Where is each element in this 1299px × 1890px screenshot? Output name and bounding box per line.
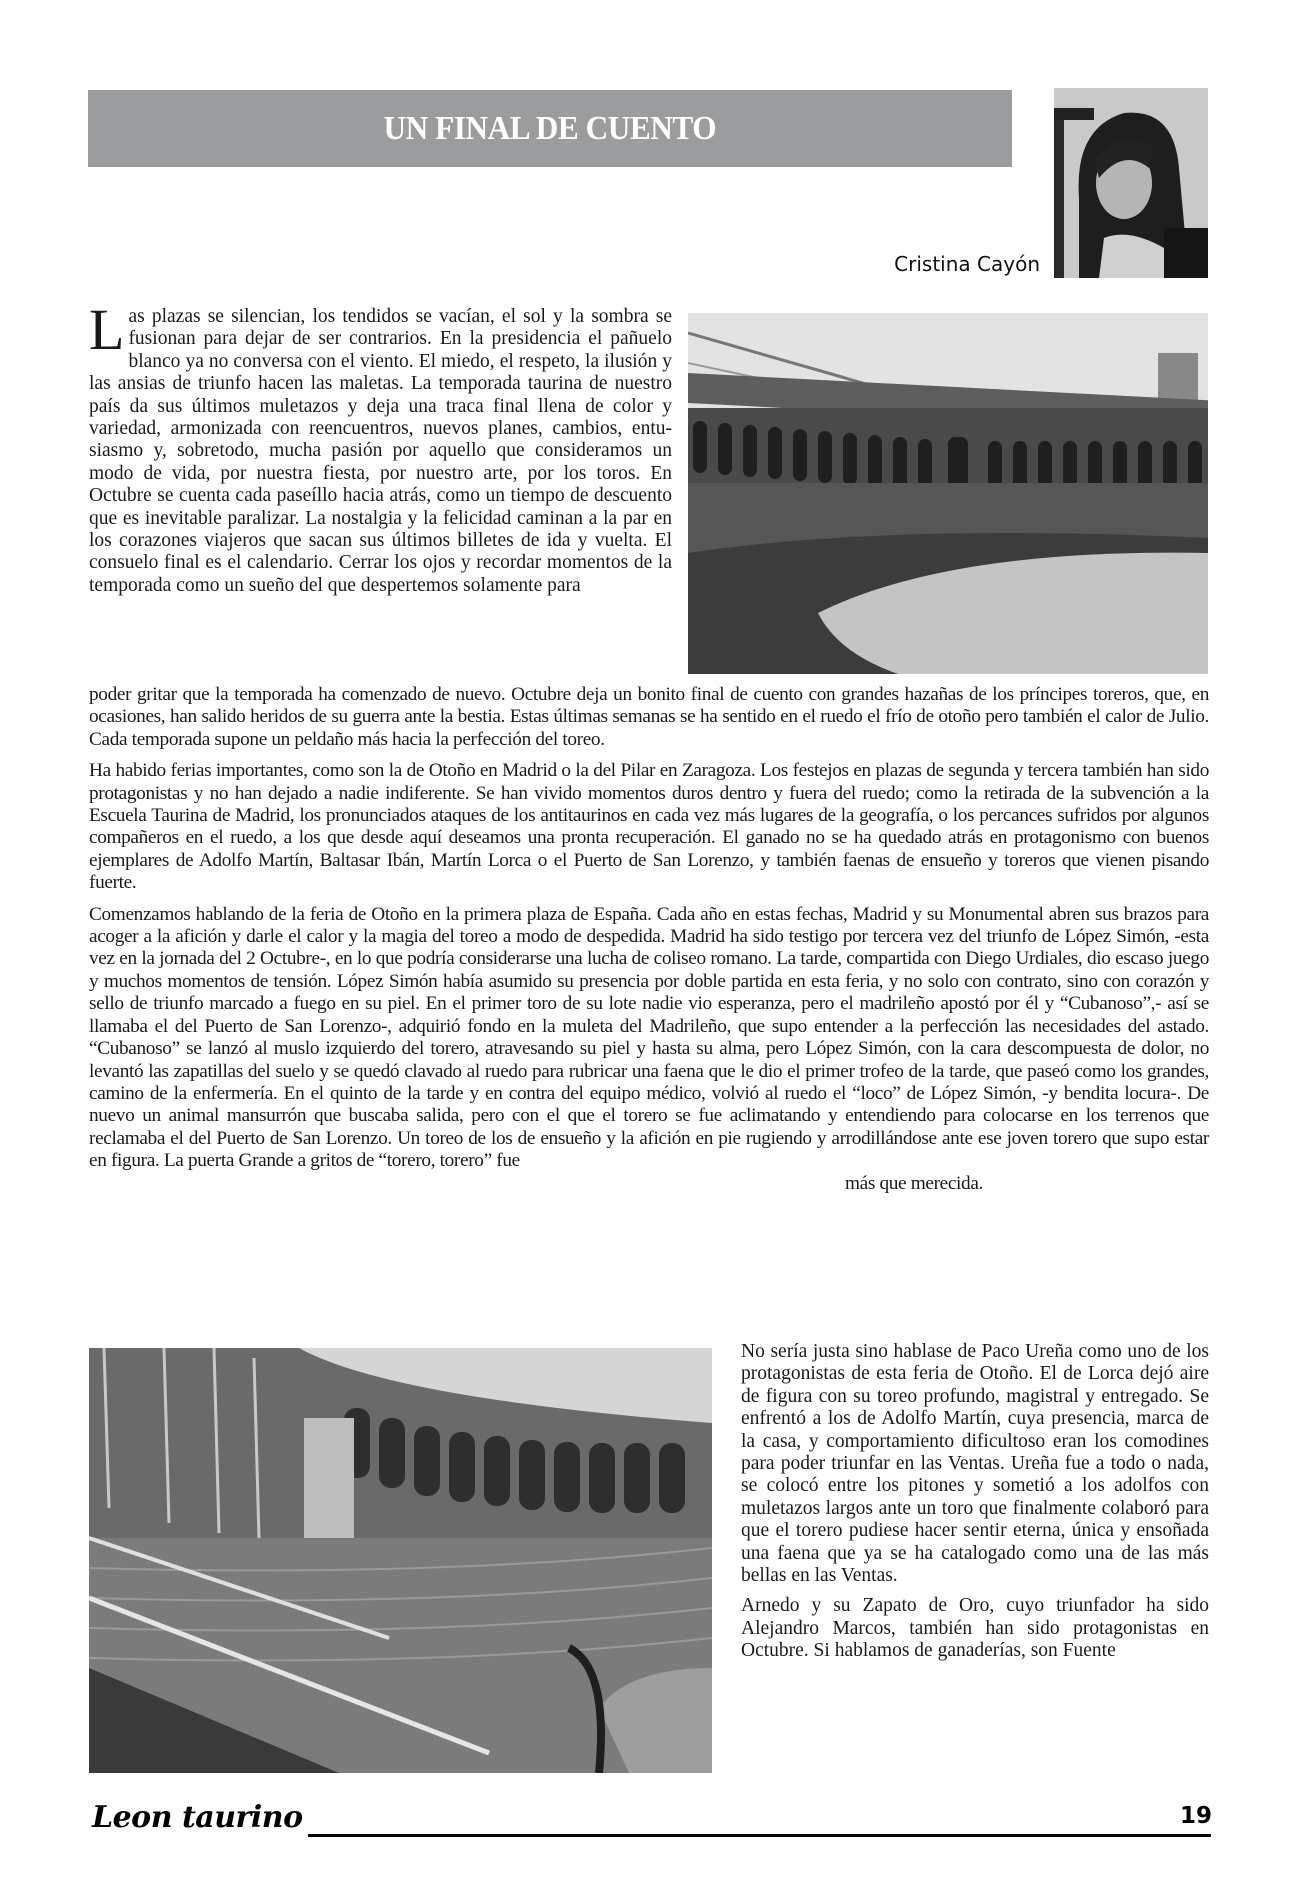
drop-cap: L (89, 297, 125, 362)
paragraph-ferias: Ha habido ferias importantes, como son la de Otoño en Madrid o la del Pilar en Zaragoza. Los festejos en plazas de segunda y tercera también han sido protagonistas y no han dejado a nadie indiferente. Se han vivido momentos duros dentro y fuera del ruedo; como la retirada de la subvención a la Escuela Taurina de Madrid, los pronunciados ataques de los antitaurinos en cada vez más lugares de la geografía, o los percances sufridos por algunos compañeros en el ruedo, a los que desde aquí deseamos una pronta recuperación. El ganado no se ha quedado atrás en protagonismo con buenos ejemplares de Adolfo Martín, Baltasar Ibán, Martín Lorca o el Puerto de San Lorenzo, y también faenas de ensueño y toreros que vienen pisando fuerte. (89, 760, 1209, 894)
bullring-image-2 (89, 1348, 712, 1773)
article-title: UN FINAL DE CUENTO (383, 109, 717, 147)
intro-paragraph-text: as plazas se silencian, los tendidos se vacían, el sol y la sombra se fusionan para dejar de ser contrarios. En la presidencia el pañuelo blanco ya no conversa con el viento. El miedo, el respeto, la ilusión y las ansias de triunfo hacen las maletas. La temporada taurina de nuestro país da sus últimos muletazos y deja una traca final llena de color y variedad, armonizada con reencuentros, nuevos planes, cambios, entusiasmo y, sobretodo, mucha pasión por aquello que consideramos un modo de vida, por nuestra fiesta, por nuestro arte, por los toros. En Octubre se cuenta cada paseíllo hacia atrás, como un tiempo de descuento que es inevitable paralizar. La nostalgia y la felicidad caminan a la par en los corazones viajeros que sacan sus últimos billetes de ida y vuelta. El consuelo final es el calendario. Cerrar los ojos y recordar momentos de la temporada como un sueño del que despertemos solamente para (89, 306, 672, 596)
article-title-bar (88, 90, 1012, 167)
paragraph-feria-otono: Comenzamos hablando de la feria de Otoño en la primera plaza de España. Cada año en estas fechas, Madrid y su Monumental abren sus brazos para acoger a la afición y darle el calor y la magia del toreo a modo de despedida. Madrid ha sido testigo por tercera vez del triunfo de López Simón, -esta vez en la jornada del 2 Octubre-, en lo que podría considerarse una lucha de coliseo romano. La tarde, compartida con Diego Urdiales, dio escaso juego y muchos momentos de tensión. López Simón había asumido su presencia por doble partida en esta feria, y no solo con contrato, sino con corazón y sello de triunfo marcado a fuego en su piel. En el primer toro de su lote nadie vio esperanza, pero el madrileño apostó por él y “Cubanoso”,- así se llamaba el del Puerto de San Lorenzo-, adquirió fondo en la muleta del Madrileño, que supo entender a la perfección las necesidades del astado. “Cubanoso” se lanzó al muslo izquierdo del torero, atravesando su piel y hasta su alma, pero López Simón, con la cara descompuesta de dolor, no levantó las zapatillas del suelo y se quedó clavado al ruedo para rubricar una faena que le dio el primer trofeo de la tarde, que paseó como los grandes, camino de la enfermería. En el quinto de la tarde y en contra del equipo médico, volvió al ruedo el “loco” de López Simón, -y bendita locura-. De nuevo un animal mansurrón que buscaba salida, pero con el que el torero se fue aclimatando y entendiendo para colocarse en los terrenos que reclamaba el del Puerto de San Lorenzo. Un toreo de los de ensueño y la afición en pie rugiendo y arrodillándose ante ese joven torero que supo estar en figura. La puerta Grande a gritos de “torero, torero” fue (89, 903, 1209, 1172)
author-photo (1054, 88, 1208, 278)
author-portrait-image (1054, 88, 1208, 278)
paragraph-arnedo: Arnedo y su Zapato de Oro, cuyo triunfador ha sido Alejandro Marcos, también han sido protagonistas en Octubre. Si hablamos de ganaderías, son Fuente (741, 1595, 1209, 1662)
intro-paragraph (89, 297, 672, 597)
publication-name: Leon taurino (92, 1800, 303, 1835)
full-width-column (89, 684, 1209, 1204)
bullring-photo-2 (89, 1348, 712, 1773)
right-column (741, 1341, 1209, 1671)
intro-column (89, 297, 672, 605)
paragraph-paco-urena: No sería justa sino hablase de Paco Ureña como uno de los protagonistas de esta feria de Otoño. El de Lorca dejó aire de figura con su toreo profundo, magistral y entregado. Se enfrentó a los de Adolfo Martín, cuya presencia, marca de la casa, y comportamiento dificultoso eran los comodines para poder triunfar en las Ventas. Ureña fue a todo o nada, se colocó entre los pitones y sometió a los adolfos con muletazos largos ante un toro que finalmente colaboró para que el torero pudiese hacer sentir eterna, única y ensoñada una faena que ya se ha catalogado como una de las más bellas en las Ventas. (741, 1341, 1209, 1587)
bullring-image-1 (688, 313, 1208, 674)
paragraph-feria-otono-tail: más que merecida. (844, 1172, 984, 1194)
intro-paragraph-continued: poder gritar que la temporada ha comenzado de nuevo. Octubre deja un bonito final de cuento con grandes hazañas de los príncipes toreros, que, en ocasiones, han salido heridos de su guerra ante la bestia. Estas últimas semanas se ha sentido en el ruedo el frío de otoño pero también el calor de Julio. Cada temporada supone un peldaño más hacia la perfección del toreo. (89, 684, 1209, 750)
author-byline: Cristina Cayón (894, 252, 1040, 276)
bullring-photo-1 (688, 313, 1208, 674)
footer-rule (308, 1834, 1211, 1837)
page-number: 19 (1180, 1803, 1213, 1829)
